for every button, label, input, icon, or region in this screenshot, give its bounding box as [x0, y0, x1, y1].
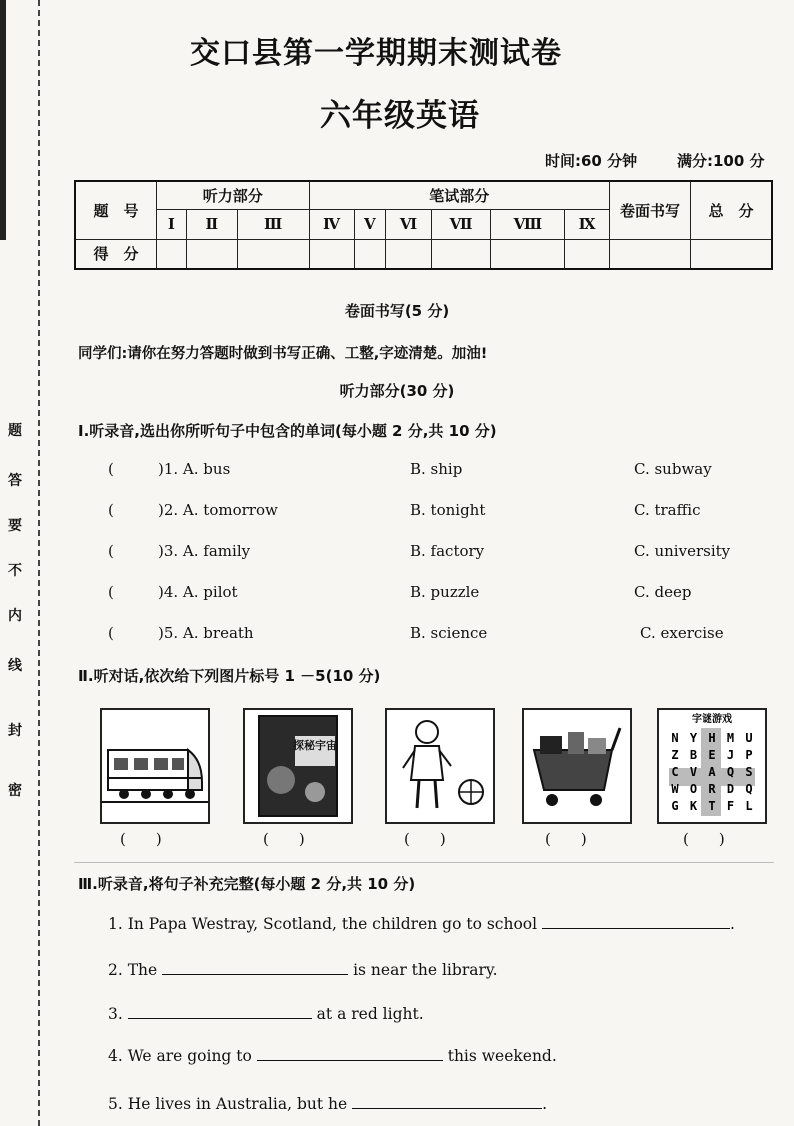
score-cell[interactable]	[691, 239, 773, 269]
score-cell[interactable]	[237, 239, 309, 269]
binding-dashed-line	[38, 0, 40, 1126]
question-option-a: )3. A. family	[158, 542, 251, 560]
table-col-numeral: Ⅲ	[237, 209, 309, 239]
puzzle-letter: B	[689, 748, 698, 762]
train-icon	[102, 710, 208, 822]
puzzle-heading: 字谜游戏	[692, 714, 732, 725]
puzzle-letter: C	[671, 765, 679, 779]
score-cell[interactable]	[491, 239, 565, 269]
sentence-text: at a red light.	[316, 1005, 424, 1023]
score-cell[interactable]	[309, 239, 354, 269]
table-header-total: 总 分	[691, 181, 773, 239]
exam-subtitle: 六年级英语	[320, 98, 480, 134]
sentence-text: .	[542, 1095, 548, 1113]
answer-paren[interactable]: (	[108, 583, 114, 601]
table-header-listening: 听力部分	[157, 181, 310, 209]
answer-blank[interactable]	[257, 1046, 443, 1061]
question-option-a: )1. A. bus	[158, 460, 231, 478]
part2-title: Ⅱ.听对话,依次给下列图片标号 1 －5(10 分)	[78, 667, 381, 685]
exam-time: 时间:60 分钟	[545, 152, 638, 170]
fill-sentence-3	[108, 1004, 424, 1023]
question-option-c: C. deep	[634, 583, 692, 601]
puzzle-letter: H	[708, 731, 716, 745]
question-option-c: C. traffic	[634, 501, 701, 519]
binding-char: 线	[8, 658, 22, 674]
table-col-numeral: Ⅴ	[354, 209, 386, 239]
binding-char: 密	[8, 783, 22, 799]
question-option-c: C. subway	[634, 460, 712, 478]
puzzle-letter: J	[726, 748, 735, 762]
answer-paren[interactable]: ( )	[545, 830, 587, 848]
sentence-text: 3.	[108, 1005, 123, 1023]
sentence-text: this weekend.	[447, 1047, 557, 1065]
question-option-a: )2. A. tomorrow	[158, 501, 278, 519]
puzzle-letter: M	[726, 731, 735, 745]
binding-char: 不	[8, 563, 22, 579]
table-col-numeral: Ⅶ	[431, 209, 491, 239]
answer-paren[interactable]: ( )	[120, 830, 162, 848]
neatness-title: 卷面书写(5 分)	[344, 302, 450, 320]
fill-sentence-5	[108, 1094, 547, 1113]
table-header-tihao: 题 号	[75, 181, 157, 239]
picture-train	[100, 708, 210, 824]
table-row-score-label: 得 分	[75, 239, 157, 269]
part3-title: Ⅲ.听录音,将句子补充完整(每小题 2 分,共 10 分)	[78, 875, 416, 893]
part1-title: Ⅰ.听录音,选出你所听句子中包含的单词(每小题 2 分,共 10 分)	[78, 422, 497, 440]
score-cell[interactable]	[386, 239, 432, 269]
question-option-b: B. factory	[410, 542, 485, 560]
answer-paren[interactable]: (	[108, 542, 114, 560]
puzzle-letter: W	[671, 782, 679, 796]
score-cell[interactable]	[610, 239, 691, 269]
neatness-note: 同学们:请你在努力答题时做到书写正确、工整,字迹清楚。加油!	[78, 346, 488, 362]
binding-char: 题	[8, 423, 22, 439]
answer-blank[interactable]	[128, 1004, 312, 1019]
puzzle-letter: Q	[726, 765, 735, 779]
answer-paren[interactable]: ( )	[263, 830, 305, 848]
sentence-text: 1. In Papa Westray, Scotland, the children go to school	[108, 915, 538, 933]
answer-blank[interactable]	[542, 914, 730, 929]
answer-paren[interactable]: ( )	[683, 830, 725, 848]
puzzle-letter: N	[671, 731, 679, 745]
picture-word-puzzle	[657, 708, 767, 824]
puzzle-letter: Y	[689, 731, 698, 745]
question-option-c: C. university	[634, 542, 731, 560]
puzzle-letter: Q	[745, 782, 753, 796]
sentence-text: 4. We are going to	[108, 1047, 252, 1065]
table-col-numeral: Ⅱ	[186, 209, 237, 239]
binding-char: 答	[8, 473, 22, 489]
question-option-a: )5. A. breath	[158, 624, 254, 642]
question-option-b: B. tonight	[410, 501, 486, 519]
picture-boy-ball	[385, 708, 495, 824]
answer-paren[interactable]: (	[108, 460, 114, 478]
exam-full-score: 满分:100 分	[677, 152, 765, 170]
boy-with-ball-icon	[387, 710, 493, 822]
table-col-numeral: Ⅸ	[565, 209, 610, 239]
answer-paren[interactable]: (	[108, 624, 114, 642]
answer-paren[interactable]: ( )	[404, 830, 446, 848]
question-option-b: B. ship	[410, 460, 463, 478]
score-table	[74, 180, 773, 270]
binding-char: 封	[8, 723, 22, 739]
question-option-b: B. puzzle	[410, 583, 480, 601]
puzzle-letter: R	[708, 782, 716, 796]
picture-book	[243, 708, 353, 824]
table-col-numeral: Ⅳ	[309, 209, 354, 239]
answer-blank[interactable]	[352, 1094, 542, 1109]
puzzle-letter: L	[745, 799, 753, 813]
puzzle-letter: A	[708, 765, 716, 779]
binding-char: 要	[8, 518, 22, 534]
picture-shopping-cart	[522, 708, 632, 824]
book-cover-title: 探秘宇宙	[293, 739, 337, 752]
sentence-text: .	[730, 915, 735, 933]
binding-edge	[0, 0, 6, 240]
puzzle-letter: K	[689, 799, 698, 813]
answer-paren[interactable]: (	[108, 501, 114, 519]
question-option-b: B. science	[410, 624, 488, 642]
puzzle-letter: E	[708, 748, 716, 762]
binding-char: 内	[8, 608, 22, 624]
question-option-c: C. exercise	[640, 624, 724, 642]
score-cell[interactable]	[565, 239, 610, 269]
question-option-a: )4. A. pilot	[158, 583, 238, 601]
score-cell[interactable]	[157, 239, 187, 269]
sentence-text: 2. The	[108, 961, 158, 979]
book-icon	[245, 710, 351, 822]
divider	[74, 862, 774, 863]
fill-sentence-1	[108, 914, 735, 933]
score-cell[interactable]	[431, 239, 491, 269]
fill-sentence-2	[108, 960, 498, 979]
puzzle-letter: P	[745, 748, 753, 762]
fill-sentence-4	[108, 1046, 557, 1065]
exam-title: 交口县第一学期期末测试卷	[190, 36, 562, 71]
puzzle-letter: U	[745, 731, 753, 745]
puzzle-letter: V	[689, 765, 698, 779]
sentence-text: is near the library.	[353, 961, 498, 979]
puzzle-letter: G	[671, 799, 679, 813]
table-col-numeral: Ⅰ	[157, 209, 187, 239]
puzzle-letter: Z	[671, 748, 679, 762]
listening-title: 听力部分(30 分)	[339, 382, 455, 400]
table-header-neatness: 卷面书写	[610, 181, 691, 239]
puzzle-letter: T	[708, 799, 716, 813]
sentence-text: 5. He lives in Australia, but he	[108, 1095, 348, 1113]
puzzle-letter: O	[689, 782, 698, 796]
puzzle-letter: D	[726, 782, 735, 796]
word-puzzle-grid	[659, 710, 765, 822]
table-header-writing: 笔试部分	[309, 181, 609, 209]
table-col-numeral: Ⅵ	[386, 209, 432, 239]
score-cell[interactable]	[354, 239, 386, 269]
puzzle-letter: S	[745, 765, 753, 779]
puzzle-letter: F	[726, 799, 735, 813]
table-col-numeral: Ⅷ	[491, 209, 565, 239]
score-cell[interactable]	[186, 239, 237, 269]
shopping-cart-icon	[524, 710, 630, 822]
answer-blank[interactable]	[162, 960, 348, 975]
